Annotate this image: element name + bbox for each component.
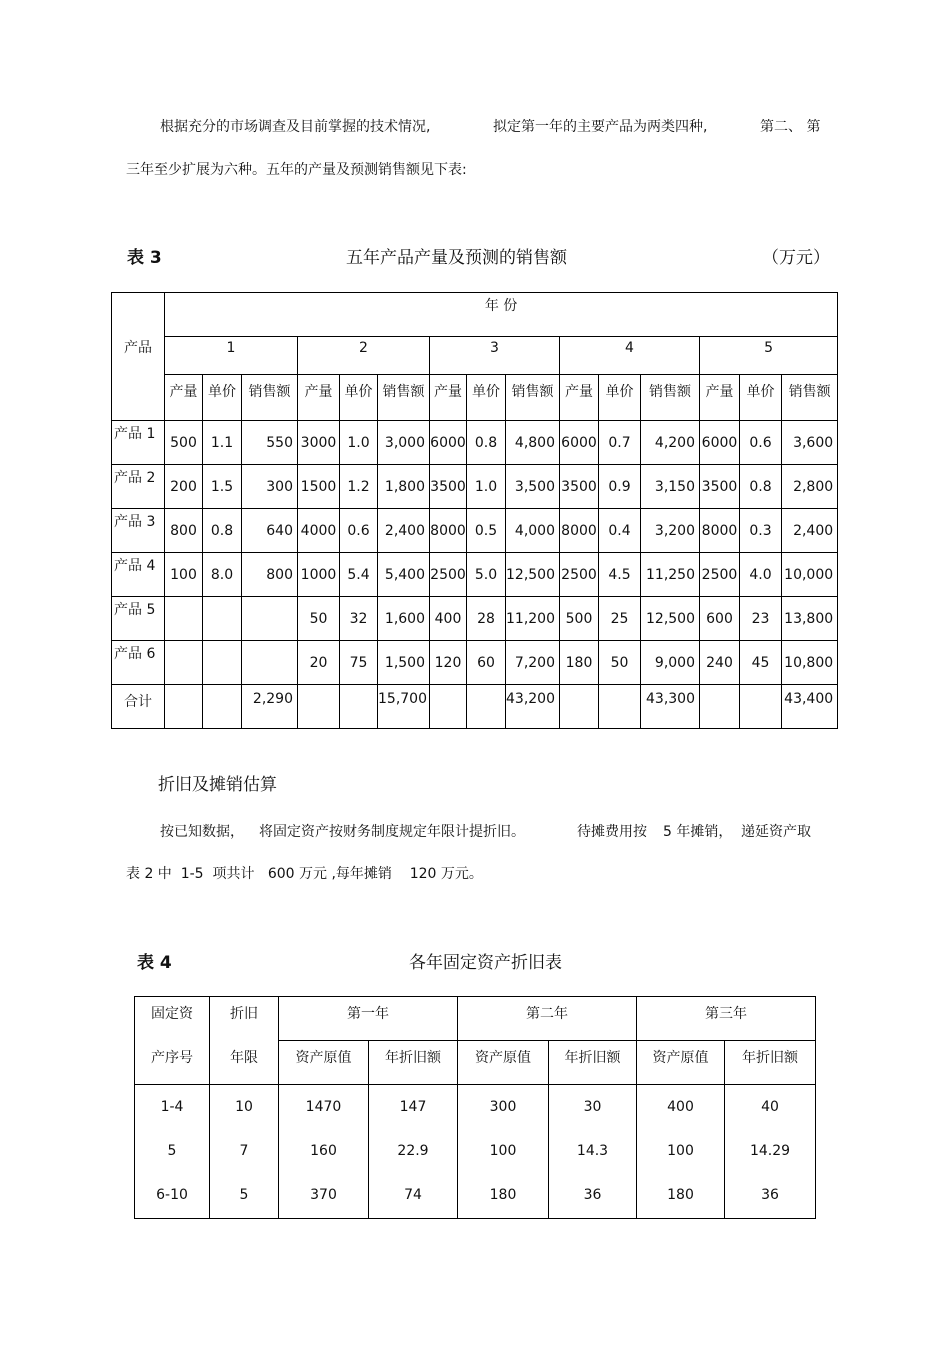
cell-qty: 400	[430, 597, 467, 641]
cell-price: 0.4	[599, 509, 641, 553]
cell-qty	[430, 685, 467, 729]
cell-qty: 1500	[298, 465, 340, 509]
table3-unit: （万元）	[762, 248, 830, 268]
table4-row	[135, 1173, 816, 1219]
table3-row	[112, 685, 838, 729]
cell-price: 32	[340, 597, 378, 641]
asset-id: 5	[135, 1129, 210, 1173]
section-line2: 表 2 中 1-5 项共计 600 万元 ,每年摊销 120 万元。	[126, 866, 483, 882]
cell-price: 0.8	[467, 421, 506, 465]
sub-header-y4-sales: 销售额	[641, 375, 700, 421]
sub-header-year1-depreciation: 年折旧额	[369, 1041, 458, 1085]
table3-row	[112, 465, 838, 509]
cell-price: 60	[467, 641, 506, 685]
intro-line1-part1: 根据充分的市场调查及目前掌握的技术情况,	[160, 119, 431, 135]
row-label: 产品 5	[112, 597, 165, 641]
cell-price: 5.4	[340, 553, 378, 597]
cell-sales: 9,000	[641, 641, 700, 685]
sub-header-y5-qty: 产量	[700, 375, 740, 421]
table3-row	[112, 641, 838, 685]
table4-label: 表 4	[137, 953, 172, 973]
annual-depreciation: 147	[369, 1085, 458, 1129]
cell-sales: 10,000	[782, 553, 838, 597]
cell-sales: 12,500	[641, 597, 700, 641]
table3-title: 五年产品产量及预测的销售额	[346, 248, 567, 268]
cell-sales: 10,800	[782, 641, 838, 685]
cell-price: 0.5	[467, 509, 506, 553]
cell-qty: 2500	[560, 553, 599, 597]
sub-header-year2-original: 资产原值	[458, 1041, 549, 1085]
cell-sales: 1,600	[378, 597, 430, 641]
table3-row	[112, 553, 838, 597]
table4-row	[135, 1085, 816, 1129]
cell-sales: 2,290	[242, 685, 298, 729]
cell-sales: 2,800	[782, 465, 838, 509]
table3-row	[112, 597, 838, 641]
cell-qty: 3500	[560, 465, 599, 509]
asset-id: 6-10	[135, 1173, 210, 1219]
cell-qty: 3500	[430, 465, 467, 509]
cell-price: 0.8	[740, 465, 782, 509]
cell-sales: 3,150	[641, 465, 700, 509]
cell-sales: 3,600	[782, 421, 838, 465]
original-value: 1470	[279, 1085, 369, 1129]
table3	[111, 292, 838, 729]
original-value: 160	[279, 1129, 369, 1173]
cell-sales: 11,250	[641, 553, 700, 597]
cell-qty: 500	[560, 597, 599, 641]
cell-sales: 3,000	[378, 421, 430, 465]
cell-qty: 800	[165, 509, 203, 553]
cell-price	[599, 685, 641, 729]
row-label: 产品 6	[112, 641, 165, 685]
cell-price: 1.0	[467, 465, 506, 509]
annual-depreciation: 74	[369, 1173, 458, 1219]
cell-price: 0.3	[740, 509, 782, 553]
cell-price: 0.7	[599, 421, 641, 465]
cell-qty: 2500	[430, 553, 467, 597]
cell-qty: 3500	[700, 465, 740, 509]
cell-price: 28	[467, 597, 506, 641]
cell-sales: 15,700	[378, 685, 430, 729]
annual-depreciation: 40	[725, 1085, 816, 1129]
cell-sales: 43,200	[506, 685, 560, 729]
depreciation-life: 5	[210, 1173, 279, 1219]
row-label: 产品 3	[112, 509, 165, 553]
table4	[134, 996, 816, 1219]
cell-sales: 7,200	[506, 641, 560, 685]
original-value: 180	[458, 1173, 549, 1219]
cell-qty: 500	[165, 421, 203, 465]
cell-price: 5.0	[467, 553, 506, 597]
cell-sales: 11,200	[506, 597, 560, 641]
table3-row	[112, 421, 838, 465]
section-line1-part4: 5 年摊销，	[663, 824, 733, 840]
sub-header-y2-qty: 产量	[298, 375, 340, 421]
cell-qty: 600	[700, 597, 740, 641]
cell-qty: 180	[560, 641, 599, 685]
year-1-header: 1	[165, 337, 298, 375]
cell-sales: 300	[242, 465, 298, 509]
cell-qty: 6000	[430, 421, 467, 465]
original-value: 100	[458, 1129, 549, 1173]
cell-sales: 43,300	[641, 685, 700, 729]
depreciation-life: 7	[210, 1129, 279, 1173]
cell-price: 0.6	[340, 509, 378, 553]
cell-qty	[560, 685, 599, 729]
cell-qty: 120	[430, 641, 467, 685]
cell-price: 50	[599, 641, 641, 685]
year1-header: 第一年	[279, 997, 458, 1041]
cell-price: 25	[599, 597, 641, 641]
year-header: 年 份	[165, 293, 838, 337]
sub-header-y4-qty: 产量	[560, 375, 599, 421]
sub-header-y1-price: 单价	[203, 375, 242, 421]
cell-qty	[165, 597, 203, 641]
cell-sales: 1,500	[378, 641, 430, 685]
section-line1-part5: 递延资产取	[741, 824, 811, 840]
row-label: 合计	[112, 685, 165, 729]
sub-header-y1-qty: 产量	[165, 375, 203, 421]
annual-depreciation: 22.9	[369, 1129, 458, 1173]
year-4-header: 4	[560, 337, 700, 375]
asset-id-header-line1: 固定资	[135, 997, 210, 1041]
year-2-header: 2	[298, 337, 430, 375]
cell-sales: 4,200	[641, 421, 700, 465]
row-label: 产品 1	[112, 421, 165, 465]
cell-price: 1.2	[340, 465, 378, 509]
cell-sales: 3,200	[641, 509, 700, 553]
year2-header: 第二年	[458, 997, 637, 1041]
year3-header: 第三年	[637, 997, 816, 1041]
cell-qty: 6000	[560, 421, 599, 465]
cell-sales: 13,800	[782, 597, 838, 641]
cell-qty: 8000	[700, 509, 740, 553]
sub-header-year1-original: 资产原值	[279, 1041, 369, 1085]
life-header-line2: 年限	[210, 1041, 279, 1085]
cell-price: 0.9	[599, 465, 641, 509]
cell-sales: 550	[242, 421, 298, 465]
cell-price	[467, 685, 506, 729]
cell-qty: 2500	[700, 553, 740, 597]
cell-price: 1.0	[340, 421, 378, 465]
cell-price: 8.0	[203, 553, 242, 597]
cell-price: 0.6	[740, 421, 782, 465]
sub-header-year3-depreciation: 年折旧额	[725, 1041, 816, 1085]
sub-header-y4-price: 单价	[599, 375, 641, 421]
cell-sales	[242, 641, 298, 685]
sub-header-y1-sales: 销售额	[242, 375, 298, 421]
intro-line1-part3: 第二、 第	[760, 119, 821, 135]
original-value: 400	[637, 1085, 725, 1129]
cell-price: 4.0	[740, 553, 782, 597]
cell-qty: 8000	[430, 509, 467, 553]
cell-sales: 1,800	[378, 465, 430, 509]
depreciation-life: 10	[210, 1085, 279, 1129]
year-5-header: 5	[700, 337, 838, 375]
row-label: 产品 4	[112, 553, 165, 597]
cell-sales: 43,400	[782, 685, 838, 729]
intro-line1-part2: 拟定第一年的主要产品为两类四种,	[493, 119, 708, 135]
section-line1-part2: 将固定资产按财务制度规定年限计提折旧。	[259, 824, 525, 840]
cell-price: 23	[740, 597, 782, 641]
cell-qty: 20	[298, 641, 340, 685]
cell-qty: 1000	[298, 553, 340, 597]
cell-price	[203, 685, 242, 729]
annual-depreciation: 30	[549, 1085, 637, 1129]
annual-depreciation: 36	[725, 1173, 816, 1219]
row-label: 产品 2	[112, 465, 165, 509]
cell-price: 4.5	[599, 553, 641, 597]
section-line1-part1: 按已知数据，	[160, 824, 244, 840]
asset-id: 1-4	[135, 1085, 210, 1129]
table3-row	[112, 509, 838, 553]
cell-sales: 800	[242, 553, 298, 597]
cell-sales: 12,500	[506, 553, 560, 597]
cell-sales: 2,400	[782, 509, 838, 553]
table4-row	[135, 1129, 816, 1173]
section-line1-part3: 待摊费用按	[577, 824, 647, 840]
sub-header-y5-price: 单价	[740, 375, 782, 421]
annual-depreciation: 14.29	[725, 1129, 816, 1173]
cell-qty	[298, 685, 340, 729]
original-value: 300	[458, 1085, 549, 1129]
sub-header-year2-depreciation: 年折旧额	[549, 1041, 637, 1085]
year-3-header: 3	[430, 337, 560, 375]
cell-price: 45	[740, 641, 782, 685]
asset-id-header-line2: 产序号	[135, 1041, 210, 1085]
cell-price	[340, 685, 378, 729]
life-header-line1: 折旧	[210, 997, 279, 1041]
cell-sales: 4,800	[506, 421, 560, 465]
sub-header-y3-qty: 产量	[430, 375, 467, 421]
cell-qty: 200	[165, 465, 203, 509]
cell-price	[203, 641, 242, 685]
annual-depreciation: 36	[549, 1173, 637, 1219]
sub-header-y2-price: 单价	[340, 375, 378, 421]
cell-price	[740, 685, 782, 729]
sub-header-y2-sales: 销售额	[378, 375, 430, 421]
sub-header-y5-sales: 销售额	[782, 375, 838, 421]
intro-line2: 三年至少扩展为六种。五年的产量及预测销售额见下表:	[126, 162, 467, 178]
product-header: 产品	[112, 293, 165, 421]
sub-header-y3-price: 单价	[467, 375, 506, 421]
cell-sales: 4,000	[506, 509, 560, 553]
original-value: 100	[637, 1129, 725, 1173]
annual-depreciation: 14.3	[549, 1129, 637, 1173]
cell-price: 75	[340, 641, 378, 685]
cell-sales: 5,400	[378, 553, 430, 597]
cell-qty	[165, 641, 203, 685]
cell-price	[203, 597, 242, 641]
section-heading: 折旧及摊销估算	[158, 775, 277, 795]
cell-qty: 50	[298, 597, 340, 641]
cell-price: 1.5	[203, 465, 242, 509]
sub-header-year3-original: 资产原值	[637, 1041, 725, 1085]
table4-title: 各年固定资产折旧表	[409, 953, 562, 973]
cell-qty: 4000	[298, 509, 340, 553]
cell-sales: 640	[242, 509, 298, 553]
cell-qty: 100	[165, 553, 203, 597]
cell-qty: 6000	[700, 421, 740, 465]
cell-qty: 8000	[560, 509, 599, 553]
original-value: 180	[637, 1173, 725, 1219]
cell-qty: 3000	[298, 421, 340, 465]
cell-qty	[700, 685, 740, 729]
cell-price: 0.8	[203, 509, 242, 553]
cell-sales: 2,400	[378, 509, 430, 553]
cell-sales: 3,500	[506, 465, 560, 509]
original-value: 370	[279, 1173, 369, 1219]
cell-qty: 240	[700, 641, 740, 685]
cell-price: 1.1	[203, 421, 242, 465]
cell-sales	[242, 597, 298, 641]
cell-qty	[165, 685, 203, 729]
table3-label: 表 3	[127, 248, 162, 268]
sub-header-y3-sales: 销售额	[506, 375, 560, 421]
